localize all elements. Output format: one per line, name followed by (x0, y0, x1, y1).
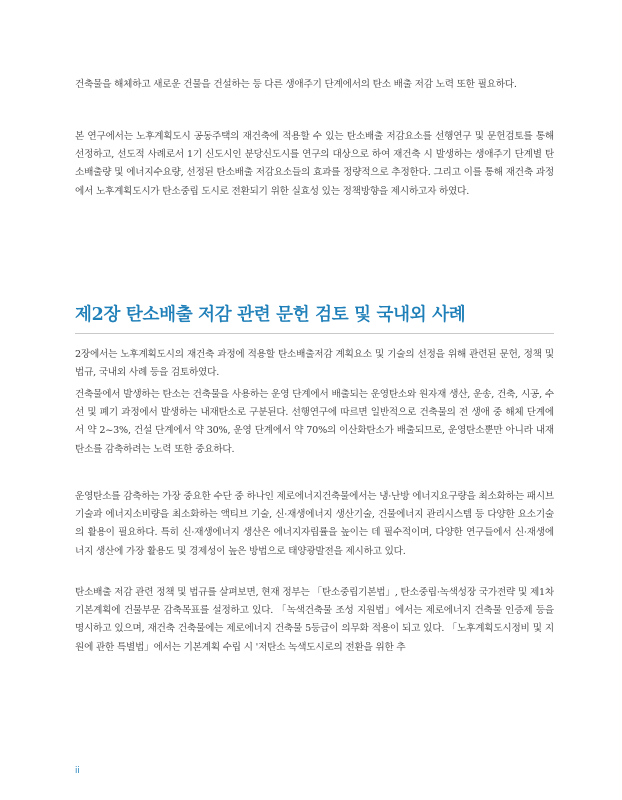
page-number: ii (75, 766, 80, 776)
chapter-divider (75, 333, 554, 334)
chapter-paragraph-2: 건축물에서 발생하는 탄소는 건축물을 사용하는 운영 단계에서 배출되는 운영탄소와 원자재 생산, 운송, 건축, 시공, 수선 및 폐기 과정에서 발생하는 내재탄소로 구분된다. 선행연구에 따르면 일반적으로 건축물의 전 생애 중 해체 단계에서 약 2~3%, 건설 단계에서 약 30%, 운영 단계에서 약 70%의 이산화탄소가 배출되므로, 운영탄소뿐만 아니라 내재탄소를 감축하려는 노력 또한 중요하다. (75, 389, 554, 455)
chapter-title: 제2장 탄소배출 저감 관련 문헌 검토 및 국내외 사례 (75, 305, 466, 325)
intro-paragraph-2: 본 연구에서는 노후계획도시 공동주택의 재건축에 적용할 수 있는 탄소배출 저감요소를 선행연구 및 문헌검토를 통해 선정하고, 선도적 사례로서 1기 신도시인 분당신도시를 연구의 대상으로 하여 재건축 시 발생하는 생애주기 단계별 탄소배출량 및 에너지수요량, 선정된 탄소배출 저감요소들의 효과를 정량적으로 추정한다. 그리고 이를 통해 재건축 과정에서 노후계획도시가 탄소중립 도시로 전환되기 위한 실효성 있는 정책방향을 제시하고자 하였다. (75, 131, 554, 197)
chapter-paragraph-4: 탄소배출 저감 관련 정책 및 법규를 살펴보면, 현재 정부는 「탄소중립기본법」, 탄소중립·녹색성장 국가전략 및 제1차 기본계획에 건물부문 감축목표를 설정하고 있다. 「녹색건축물 조성 지원법」에서는 제로에너지 건축물 인증제 등을 명시하고 있으며, 재건축 건축물에는 제로에너지 건축물 5등급이 의무화 적용이 되고 있다. 「노후계획도시정비 및 지원에 관한 특별법」에서는 기본계획 수립 시 '저탄소 녹색도시로의 전환을 위한 추 (75, 587, 554, 653)
intro-paragraph-1: 건축물을 해체하고 새로운 건물을 건설하는 등 다른 생애주기 단계에서의 탄소 배출 저감 노력 또한 필요하다. (75, 79, 517, 90)
chapter-paragraph-1: 2장에서는 노후계획도시의 재건축 과정에 적용할 탄소배출저감 계획요소 및 기술의 선정을 위해 관련된 문헌, 정책 및 법규, 국내외 사례 등을 검토하였다. (75, 349, 554, 379)
chapter-paragraph-3: 운영탄소를 감축하는 가장 중요한 수단 중 하나인 제로에너지건축물에서는 냉·난방 에너지요구량을 최소화하는 패시브 기술과 에너지소비량을 최소화하는 액티브 기술, 신·재생에너지 생산기술, 건물에너지 관리시스템 등 다양한 요소기술의 활용이 필요하다. 특히 신·재생에너지 생산은 에너지자립률을 높이는 데 필수적이며, 다양한 연구들에서 신·재생에너지 생산에 가장 활용도 및 경제성이 높은 방법으로 태양광발전을 제시하고 있다. (75, 491, 554, 557)
